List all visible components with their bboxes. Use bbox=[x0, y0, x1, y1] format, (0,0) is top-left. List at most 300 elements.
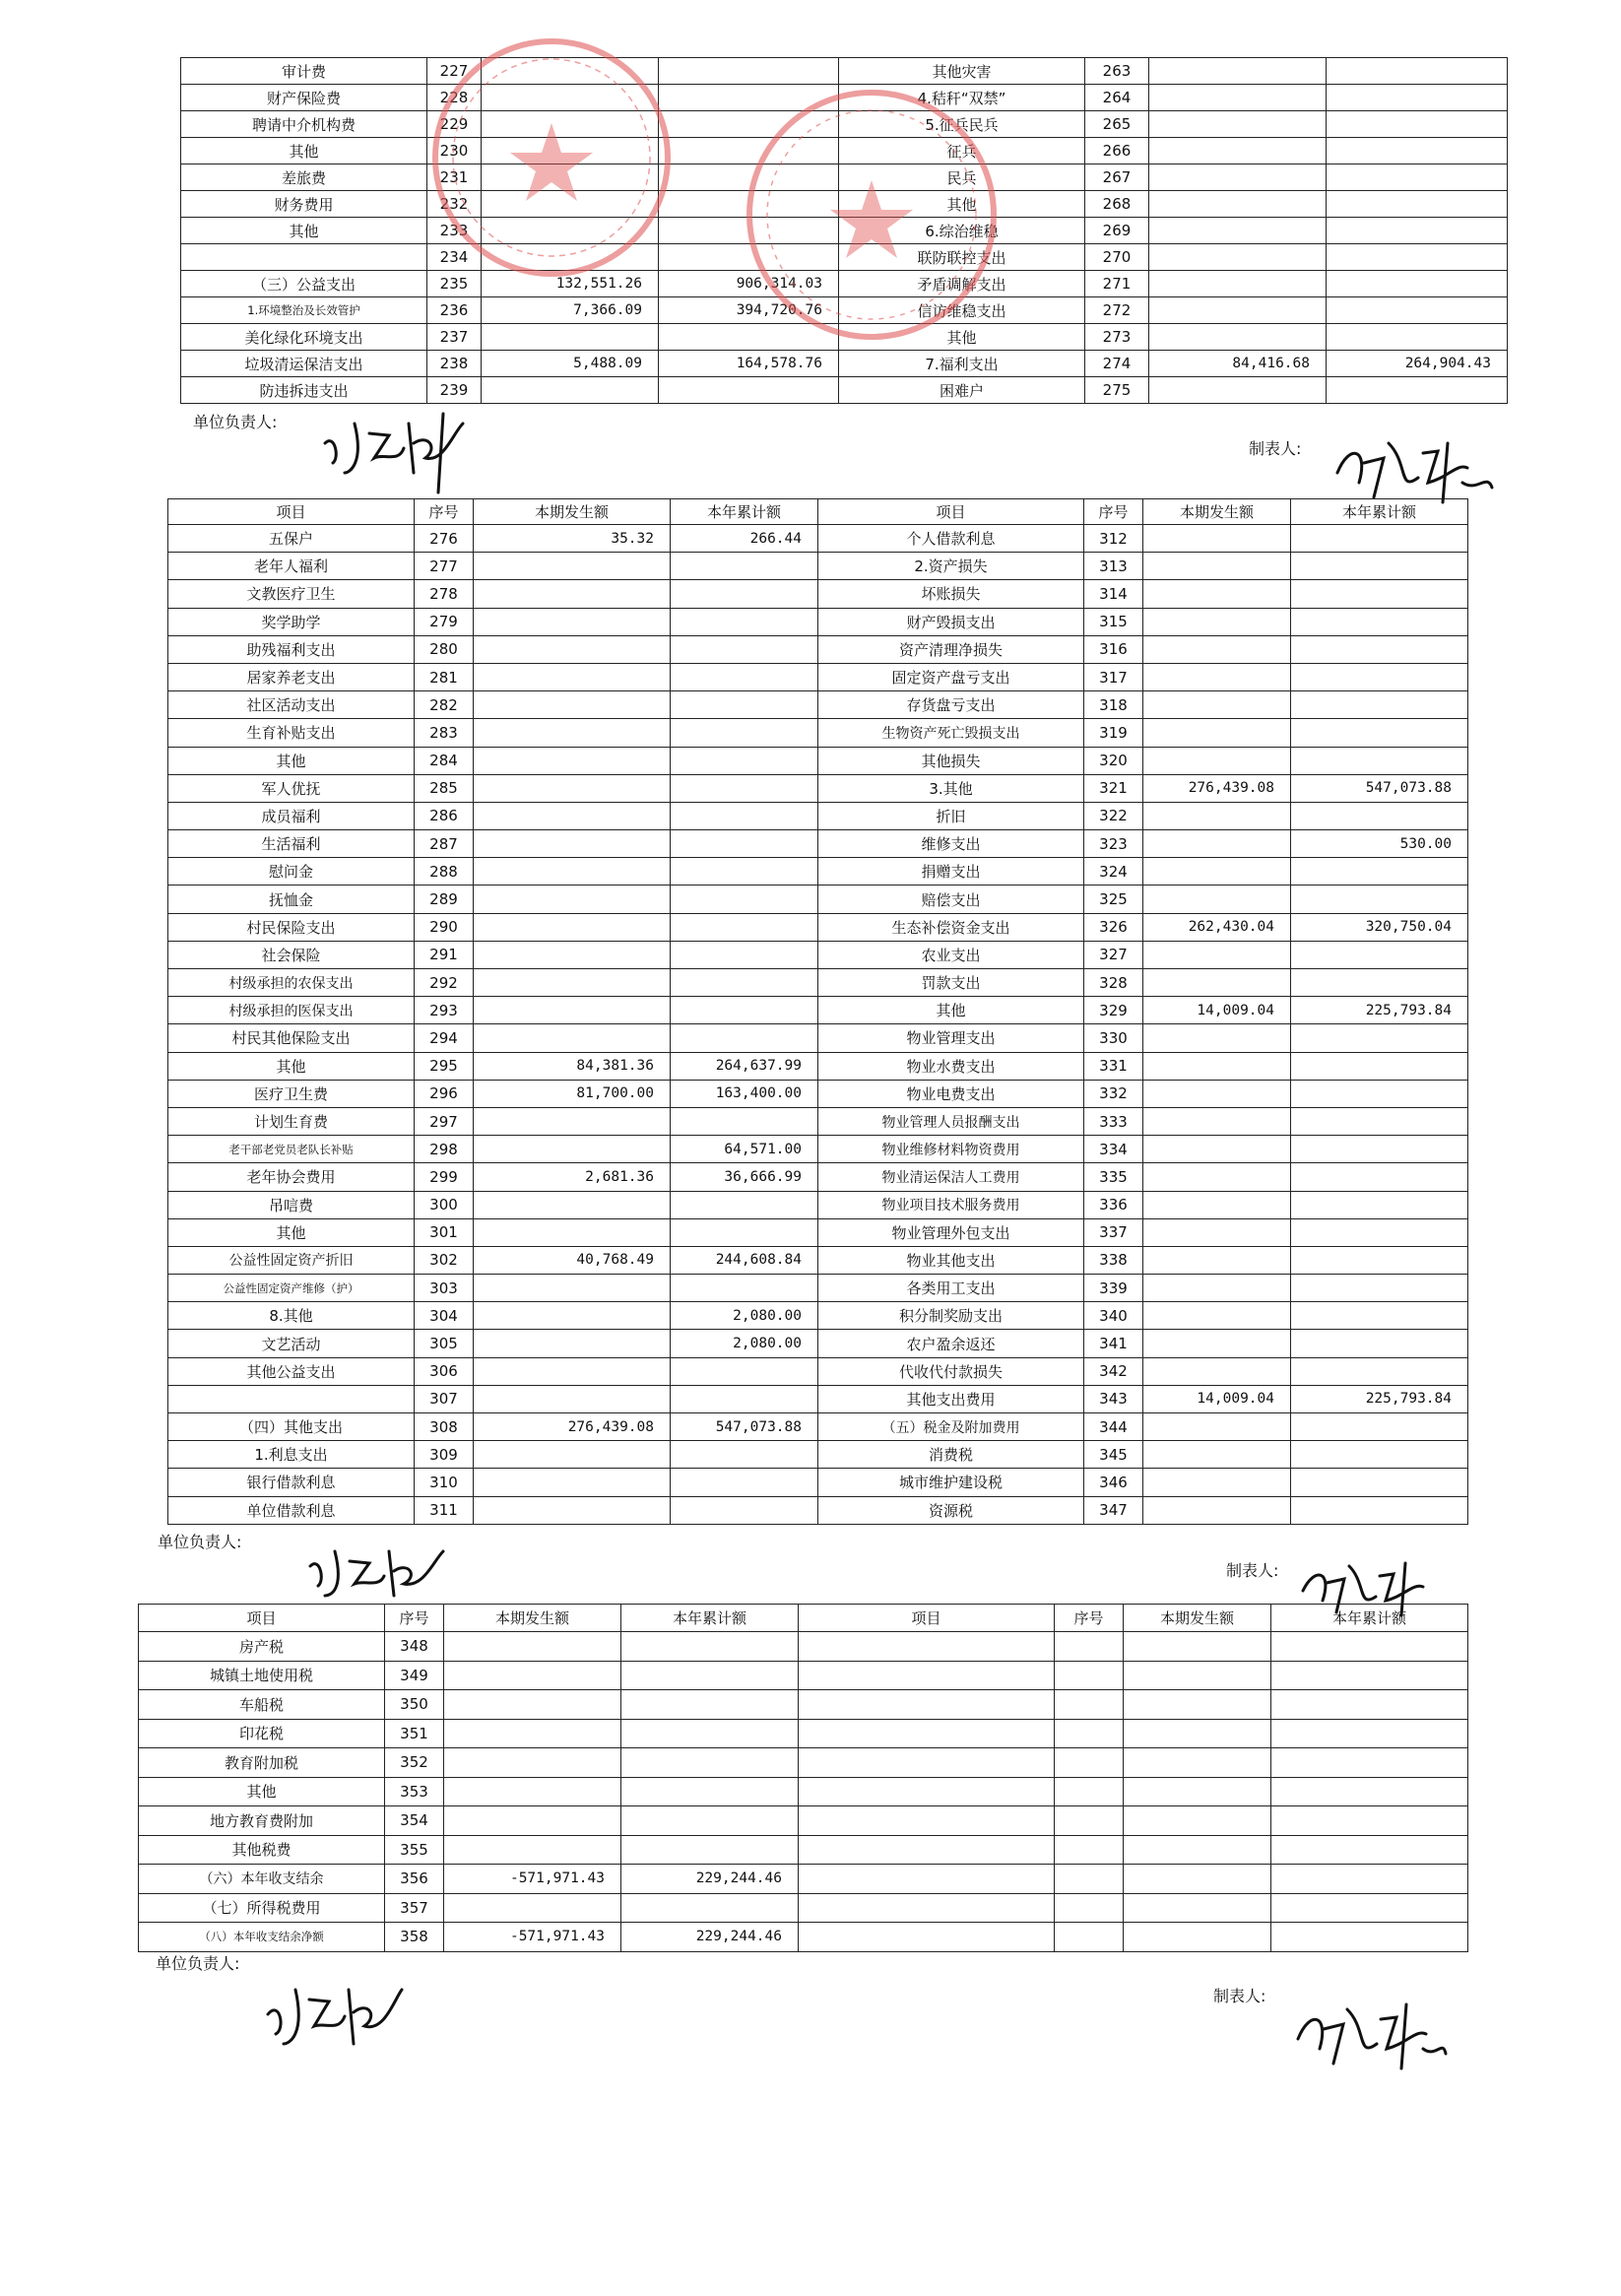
empty-cell bbox=[799, 1865, 1055, 1894]
signature-preparer-3 bbox=[1290, 1985, 1448, 2073]
row-number: 230 bbox=[427, 138, 482, 164]
current-amount bbox=[1149, 164, 1327, 191]
ytd-amount bbox=[1291, 858, 1468, 886]
item-name: 物业水费支出 bbox=[818, 1052, 1084, 1080]
item-name: 个人借款利息 bbox=[818, 525, 1084, 553]
section2-table bbox=[167, 498, 1468, 1525]
current-amount bbox=[1143, 1191, 1291, 1218]
current-amount bbox=[444, 1748, 621, 1778]
table-row bbox=[168, 1275, 1468, 1302]
current-amount bbox=[1143, 1218, 1291, 1246]
row-number: 228 bbox=[427, 85, 482, 111]
table-row bbox=[168, 580, 1468, 608]
table-row bbox=[181, 164, 1508, 191]
empty-cell bbox=[1055, 1719, 1124, 1748]
ytd-amount bbox=[1291, 1136, 1468, 1163]
row-number: 231 bbox=[427, 164, 482, 191]
current-amount bbox=[474, 913, 671, 941]
ytd-amount: 225,793.84 bbox=[1291, 1385, 1468, 1412]
table-row bbox=[139, 1777, 1468, 1806]
empty-cell bbox=[1271, 1893, 1468, 1923]
row-number: 299 bbox=[415, 1163, 474, 1191]
ytd-amount bbox=[1291, 663, 1468, 690]
item-name: 1.环境整治及长效管护 bbox=[181, 297, 427, 324]
ytd-amount bbox=[621, 1806, 799, 1836]
item-name: 物业电费支出 bbox=[818, 1080, 1084, 1107]
row-number: 316 bbox=[1084, 635, 1143, 663]
table-row bbox=[139, 1748, 1468, 1778]
table-row bbox=[168, 997, 1468, 1024]
row-number: 233 bbox=[427, 218, 482, 244]
current-amount bbox=[1143, 1052, 1291, 1080]
ytd-amount bbox=[659, 85, 839, 111]
row-number: 297 bbox=[415, 1107, 474, 1135]
ytd-amount bbox=[671, 747, 818, 774]
item-name: 其他支出费用 bbox=[818, 1385, 1084, 1412]
ytd-amount bbox=[671, 858, 818, 886]
current-amount: 5,488.09 bbox=[482, 351, 659, 377]
item-name: 坏账损失 bbox=[818, 580, 1084, 608]
current-amount bbox=[1143, 580, 1291, 608]
row-number: 291 bbox=[415, 941, 474, 968]
current-amount: 40,768.49 bbox=[474, 1246, 671, 1274]
ytd-amount: 547,073.88 bbox=[1291, 774, 1468, 802]
item-name: 矛盾调解支出 bbox=[839, 271, 1085, 297]
item-name: （八）本年收支结余净额 bbox=[139, 1923, 385, 1952]
item-name: 折旧 bbox=[818, 802, 1084, 829]
item-name: 计划生育费 bbox=[168, 1107, 415, 1135]
current-amount bbox=[474, 553, 671, 580]
row-number: 332 bbox=[1084, 1080, 1143, 1107]
current-amount bbox=[1143, 1107, 1291, 1135]
ytd-amount bbox=[1327, 164, 1508, 191]
current-amount bbox=[474, 1191, 671, 1218]
current-amount: 35.32 bbox=[474, 525, 671, 553]
row-number: 276 bbox=[415, 525, 474, 553]
row-number: 323 bbox=[1084, 830, 1143, 858]
table-row bbox=[139, 1806, 1468, 1836]
table-row bbox=[168, 1413, 1468, 1441]
row-number: 239 bbox=[427, 377, 482, 404]
current-amount bbox=[474, 1302, 671, 1330]
item-name: 物业维修材料物资费用 bbox=[818, 1136, 1084, 1163]
ytd-amount bbox=[1327, 377, 1508, 404]
table-row bbox=[168, 1024, 1468, 1052]
ytd-amount bbox=[621, 1632, 799, 1662]
row-number: 349 bbox=[385, 1661, 444, 1690]
current-amount bbox=[482, 164, 659, 191]
row-number: 290 bbox=[415, 913, 474, 941]
empty-cell bbox=[1055, 1923, 1124, 1952]
item-name: 信访维稳支出 bbox=[839, 297, 1085, 324]
ytd-amount bbox=[1291, 1357, 1468, 1385]
item-name: 文艺活动 bbox=[168, 1330, 415, 1357]
row-number: 355 bbox=[385, 1835, 444, 1865]
item-name: 2.资产损失 bbox=[818, 553, 1084, 580]
current-amount bbox=[444, 1690, 621, 1720]
ytd-amount bbox=[1291, 1052, 1468, 1080]
current-amount bbox=[1143, 635, 1291, 663]
ytd-amount bbox=[1291, 580, 1468, 608]
ytd-amount bbox=[671, 774, 818, 802]
ytd-amount: 229,244.46 bbox=[621, 1865, 799, 1894]
current-amount bbox=[1143, 553, 1291, 580]
ytd-amount bbox=[671, 553, 818, 580]
empty-cell bbox=[1124, 1923, 1271, 1952]
row-number: 268 bbox=[1085, 191, 1149, 218]
ytd-amount bbox=[1291, 608, 1468, 635]
row-number: 356 bbox=[385, 1865, 444, 1894]
item-name: 农业支出 bbox=[818, 941, 1084, 968]
ytd-amount bbox=[1291, 525, 1468, 553]
table-row bbox=[139, 1690, 1468, 1720]
ytd-amount bbox=[1327, 138, 1508, 164]
empty-cell bbox=[1055, 1893, 1124, 1923]
section3 bbox=[138, 1604, 1467, 1952]
item-name: 社会保险 bbox=[168, 941, 415, 968]
empty-cell bbox=[1271, 1661, 1468, 1690]
ytd-amount bbox=[671, 997, 818, 1024]
ytd-amount: 2,080.00 bbox=[671, 1302, 818, 1330]
item-name: 物业管理外包支出 bbox=[818, 1218, 1084, 1246]
ytd-amount bbox=[1291, 1441, 1468, 1469]
current-amount bbox=[1149, 58, 1327, 85]
signature-unit-head-3 bbox=[258, 1965, 406, 2064]
current-amount bbox=[482, 377, 659, 404]
row-number: 304 bbox=[415, 1302, 474, 1330]
item-name: 城镇土地使用税 bbox=[139, 1661, 385, 1690]
item-name: （七）所得税费用 bbox=[139, 1893, 385, 1923]
row-number: 347 bbox=[1084, 1496, 1143, 1524]
item-name: 聘请中介机构费 bbox=[181, 111, 427, 138]
row-number: 279 bbox=[415, 608, 474, 635]
current-amount: 81,700.00 bbox=[474, 1080, 671, 1107]
section3-preparer-label: 制表人: bbox=[1213, 1987, 1266, 2005]
row-number: 289 bbox=[415, 886, 474, 913]
row-number: 334 bbox=[1084, 1136, 1143, 1163]
row-number: 285 bbox=[415, 774, 474, 802]
table-row bbox=[181, 377, 1508, 404]
ytd-amount bbox=[659, 111, 839, 138]
table-row bbox=[181, 324, 1508, 351]
table-row bbox=[168, 608, 1468, 635]
ytd-amount bbox=[659, 58, 839, 85]
empty-cell bbox=[799, 1777, 1055, 1806]
ytd-amount bbox=[1327, 297, 1508, 324]
table-row bbox=[168, 1246, 1468, 1274]
row-number: 281 bbox=[415, 663, 474, 690]
ytd-amount bbox=[671, 663, 818, 690]
table-row bbox=[139, 1661, 1468, 1690]
ytd-amount bbox=[671, 719, 818, 747]
row-number: 298 bbox=[415, 1136, 474, 1163]
ytd-amount bbox=[1327, 191, 1508, 218]
ytd-amount bbox=[1327, 58, 1508, 85]
item-name: 其他税费 bbox=[139, 1835, 385, 1865]
row-number: 307 bbox=[415, 1385, 474, 1412]
section1-preparer-label: 制表人: bbox=[1249, 439, 1302, 458]
current-amount bbox=[1143, 525, 1291, 553]
row-number: 235 bbox=[427, 271, 482, 297]
table-row bbox=[168, 525, 1468, 553]
current-amount bbox=[474, 858, 671, 886]
item-name: 生活福利 bbox=[168, 830, 415, 858]
row-number: 274 bbox=[1085, 351, 1149, 377]
table-row bbox=[168, 858, 1468, 886]
ytd-amount bbox=[671, 1469, 818, 1496]
current-amount bbox=[474, 663, 671, 690]
table-row bbox=[168, 1496, 1468, 1524]
row-number: 319 bbox=[1084, 719, 1143, 747]
row-number: 275 bbox=[1085, 377, 1149, 404]
ytd-amount: 2,080.00 bbox=[671, 1330, 818, 1357]
table-row bbox=[168, 1441, 1468, 1469]
item-name: 各类用工支出 bbox=[818, 1275, 1084, 1302]
current-amount: -571,971.43 bbox=[444, 1923, 621, 1952]
row-number: 308 bbox=[415, 1413, 474, 1441]
ytd-amount bbox=[1291, 1218, 1468, 1246]
row-number: 263 bbox=[1085, 58, 1149, 85]
item-name: 6.综治维稳 bbox=[839, 218, 1085, 244]
current-amount bbox=[444, 1835, 621, 1865]
table-row bbox=[168, 1302, 1468, 1330]
current-amount bbox=[1143, 719, 1291, 747]
row-number: 283 bbox=[415, 719, 474, 747]
ytd-amount bbox=[671, 1496, 818, 1524]
current-amount bbox=[482, 244, 659, 271]
ytd-amount: 530.00 bbox=[1291, 830, 1468, 858]
current-amount bbox=[1143, 969, 1291, 997]
current-amount: 276,439.08 bbox=[1143, 774, 1291, 802]
header-item: 项目 bbox=[799, 1605, 1055, 1632]
row-number: 333 bbox=[1084, 1107, 1143, 1135]
item-name: 其他 bbox=[839, 191, 1085, 218]
row-number: 313 bbox=[1084, 553, 1143, 580]
ytd-amount bbox=[671, 1357, 818, 1385]
row-number: 325 bbox=[1084, 886, 1143, 913]
item-name: 教育附加税 bbox=[139, 1748, 385, 1778]
ytd-amount bbox=[659, 164, 839, 191]
ytd-amount bbox=[1291, 1469, 1468, 1496]
item-name: 存货盘亏支出 bbox=[818, 691, 1084, 719]
table-row bbox=[181, 191, 1508, 218]
row-number: 288 bbox=[415, 858, 474, 886]
current-amount bbox=[482, 218, 659, 244]
row-number: 236 bbox=[427, 297, 482, 324]
empty-cell bbox=[1124, 1835, 1271, 1865]
section1 bbox=[180, 57, 1507, 404]
item-name: 财务费用 bbox=[181, 191, 427, 218]
current-amount bbox=[1143, 1080, 1291, 1107]
row-number: 306 bbox=[415, 1357, 474, 1385]
ytd-amount bbox=[671, 580, 818, 608]
row-number: 358 bbox=[385, 1923, 444, 1952]
row-number: 227 bbox=[427, 58, 482, 85]
item-name: （四）其他支出 bbox=[168, 1413, 415, 1441]
section1-unit-head-label: 单位负责人: bbox=[193, 413, 278, 431]
row-number: 352 bbox=[385, 1748, 444, 1778]
table-row bbox=[181, 85, 1508, 111]
ytd-amount bbox=[1291, 1080, 1468, 1107]
current-amount bbox=[1149, 111, 1327, 138]
table-row bbox=[168, 691, 1468, 719]
empty-cell bbox=[1271, 1806, 1468, 1836]
table-row bbox=[168, 774, 1468, 802]
current-amount bbox=[474, 719, 671, 747]
ytd-amount bbox=[1291, 1246, 1468, 1274]
ytd-amount bbox=[671, 1191, 818, 1218]
item-name: 维修支出 bbox=[818, 830, 1084, 858]
header-item: 项目 bbox=[818, 499, 1084, 525]
row-number: 330 bbox=[1084, 1024, 1143, 1052]
signature-unit-head-2 bbox=[300, 1537, 448, 1615]
ytd-amount: 320,750.04 bbox=[1291, 913, 1468, 941]
row-number: 317 bbox=[1084, 663, 1143, 690]
item-name: 其他损失 bbox=[818, 747, 1084, 774]
current-amount bbox=[474, 1218, 671, 1246]
item-name: 成员福利 bbox=[168, 802, 415, 829]
row-number: 277 bbox=[415, 553, 474, 580]
ytd-amount bbox=[671, 802, 818, 829]
item-name: 资产清理净损失 bbox=[818, 635, 1084, 663]
empty-cell bbox=[1055, 1661, 1124, 1690]
ytd-amount bbox=[621, 1777, 799, 1806]
item-name: 物业清运保洁人工费用 bbox=[818, 1163, 1084, 1191]
row-number: 324 bbox=[1084, 858, 1143, 886]
ytd-amount: 244,608.84 bbox=[671, 1246, 818, 1274]
empty-cell bbox=[799, 1835, 1055, 1865]
item-name: 物业其他支出 bbox=[818, 1246, 1084, 1274]
table-row bbox=[139, 1835, 1468, 1865]
item-name: 积分制奖励支出 bbox=[818, 1302, 1084, 1330]
header-ytd: 本年累计额 bbox=[621, 1605, 799, 1632]
ytd-amount bbox=[1327, 85, 1508, 111]
current-amount bbox=[1143, 1246, 1291, 1274]
table-row bbox=[168, 1330, 1468, 1357]
item-name: 车船税 bbox=[139, 1690, 385, 1720]
current-amount bbox=[444, 1661, 621, 1690]
row-number: 354 bbox=[385, 1806, 444, 1836]
row-number: 314 bbox=[1084, 580, 1143, 608]
empty-cell bbox=[1124, 1661, 1271, 1690]
header-item: 项目 bbox=[139, 1605, 385, 1632]
row-number: 351 bbox=[385, 1719, 444, 1748]
ytd-amount bbox=[1291, 1302, 1468, 1330]
item-name: 垃圾清运保洁支出 bbox=[181, 351, 427, 377]
current-amount bbox=[1143, 1441, 1291, 1469]
current-amount bbox=[1149, 324, 1327, 351]
current-amount bbox=[474, 691, 671, 719]
current-amount: 132,551.26 bbox=[482, 271, 659, 297]
current-amount bbox=[474, 1024, 671, 1052]
ytd-amount bbox=[1291, 1413, 1468, 1441]
ytd-amount bbox=[671, 969, 818, 997]
current-amount bbox=[444, 1632, 621, 1662]
table-row bbox=[181, 244, 1508, 271]
current-amount bbox=[1143, 1357, 1291, 1385]
current-amount bbox=[1143, 608, 1291, 635]
row-number: 343 bbox=[1084, 1385, 1143, 1412]
current-amount bbox=[1143, 858, 1291, 886]
empty-cell bbox=[1271, 1719, 1468, 1748]
current-amount bbox=[1143, 1330, 1291, 1357]
header-no: 序号 bbox=[415, 499, 474, 525]
ytd-amount bbox=[1291, 635, 1468, 663]
item-name: 农户盈余返还 bbox=[818, 1330, 1084, 1357]
current-amount: 262,430.04 bbox=[1143, 913, 1291, 941]
current-amount bbox=[474, 1385, 671, 1412]
row-number: 312 bbox=[1084, 525, 1143, 553]
row-number: 329 bbox=[1084, 997, 1143, 1024]
current-amount bbox=[474, 1469, 671, 1496]
current-amount bbox=[1143, 830, 1291, 858]
header-item: 项目 bbox=[168, 499, 415, 525]
empty-cell bbox=[799, 1632, 1055, 1662]
item-name: 5.征兵民兵 bbox=[839, 111, 1085, 138]
item-name: 征兵 bbox=[839, 138, 1085, 164]
table-row bbox=[168, 1080, 1468, 1107]
row-number: 301 bbox=[415, 1218, 474, 1246]
ytd-amount bbox=[621, 1661, 799, 1690]
item-name: 村民其他保险支出 bbox=[168, 1024, 415, 1052]
table-row bbox=[139, 1632, 1468, 1662]
current-amount bbox=[1143, 747, 1291, 774]
ytd-amount bbox=[1327, 218, 1508, 244]
item-name: 村级承担的农保支出 bbox=[168, 969, 415, 997]
item-name: 银行借款利息 bbox=[168, 1469, 415, 1496]
empty-cell bbox=[1271, 1690, 1468, 1720]
table-row bbox=[168, 886, 1468, 913]
row-number: 264 bbox=[1085, 85, 1149, 111]
item-name: 村民保险支出 bbox=[168, 913, 415, 941]
empty-cell bbox=[1271, 1777, 1468, 1806]
current-amount bbox=[474, 747, 671, 774]
table-row bbox=[181, 351, 1508, 377]
ytd-amount: 164,578.76 bbox=[659, 351, 839, 377]
empty-cell bbox=[1124, 1690, 1271, 1720]
table-row bbox=[168, 969, 1468, 997]
ytd-amount: 36,666.99 bbox=[671, 1163, 818, 1191]
header-current: 本期发生额 bbox=[444, 1605, 621, 1632]
row-number: 342 bbox=[1084, 1357, 1143, 1385]
ytd-amount bbox=[1327, 324, 1508, 351]
row-number: 337 bbox=[1084, 1218, 1143, 1246]
current-amount bbox=[482, 191, 659, 218]
ytd-amount: 394,720.76 bbox=[659, 297, 839, 324]
empty-cell bbox=[799, 1748, 1055, 1778]
item-name: 生育补贴支出 bbox=[168, 719, 415, 747]
row-number: 335 bbox=[1084, 1163, 1143, 1191]
current-amount bbox=[474, 1107, 671, 1135]
row-number: 357 bbox=[385, 1893, 444, 1923]
empty-cell bbox=[1055, 1806, 1124, 1836]
item-name: 老干部老党员老队长补贴 bbox=[168, 1136, 415, 1163]
current-amount bbox=[474, 580, 671, 608]
row-number: 273 bbox=[1085, 324, 1149, 351]
current-amount bbox=[1143, 1302, 1291, 1330]
empty-cell bbox=[1124, 1865, 1271, 1894]
ytd-amount bbox=[1291, 1163, 1468, 1191]
item-name: 固定资产盘亏支出 bbox=[818, 663, 1084, 690]
item-name: 财产毁损支出 bbox=[818, 608, 1084, 635]
item-name: 社区活动支出 bbox=[168, 691, 415, 719]
row-number: 269 bbox=[1085, 218, 1149, 244]
table-row bbox=[168, 747, 1468, 774]
current-amount bbox=[474, 802, 671, 829]
current-amount: 84,381.36 bbox=[474, 1052, 671, 1080]
row-number: 232 bbox=[427, 191, 482, 218]
header-current: 本期发生额 bbox=[1143, 499, 1291, 525]
